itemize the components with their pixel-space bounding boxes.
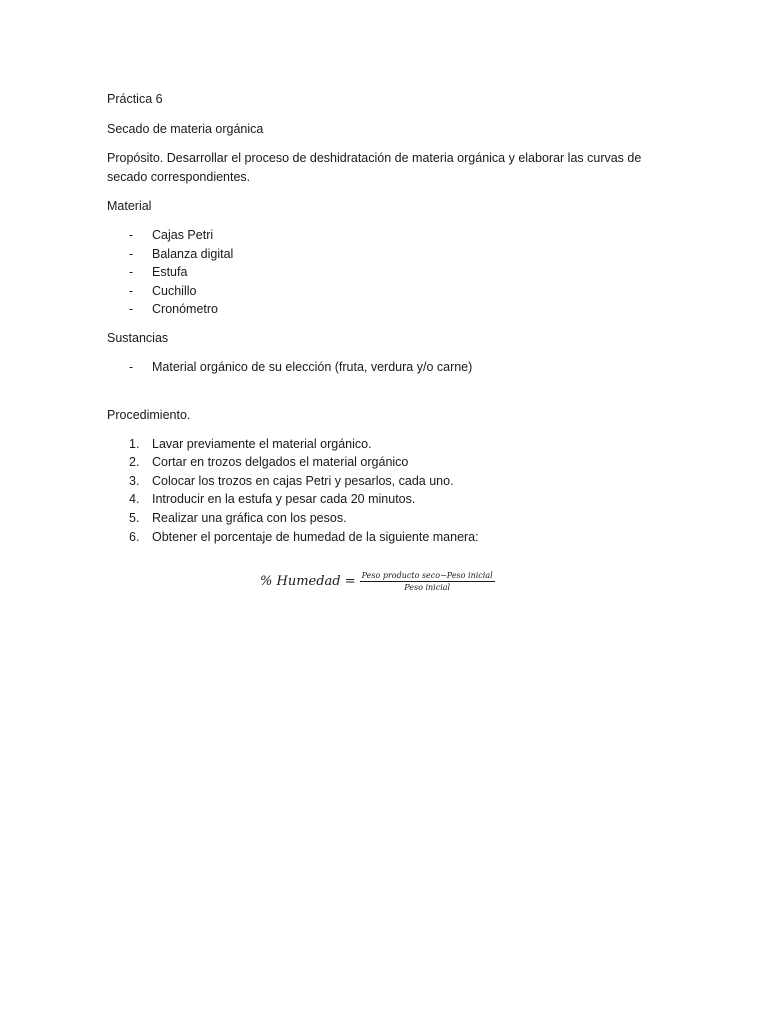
bullet-marker: - xyxy=(129,359,134,374)
list-item: 1. Lavar previamente el material orgánico. xyxy=(129,436,372,451)
list-item: 2. Cortar en trozos delgados el material orgánico xyxy=(129,455,409,470)
purpose-paragraph: Propósito. Desarrollar el proceso de deshidratación de materia orgánica y elaborar las curvas de secado correspondientes. xyxy=(107,151,642,184)
list-item: - Cuchillo xyxy=(107,282,667,301)
list-item: - Cajas Petri xyxy=(107,226,667,245)
bullet-marker: - xyxy=(129,246,134,261)
formula-numerator: Peso producto seco−Peso inicial xyxy=(361,571,493,580)
material-heading: Material xyxy=(107,199,152,213)
bullet-marker: - xyxy=(129,228,134,242)
list-item: 6. Obtener el porcentaje de humedad de la siguiente manera: xyxy=(129,529,479,544)
spacer xyxy=(107,387,667,406)
formula-fraction xyxy=(360,571,495,592)
material-list xyxy=(107,226,667,319)
list-item: 3. Colocar los trozos en cajas Petri y pesarlos, cada uno. xyxy=(129,473,454,488)
bullet-marker: - xyxy=(129,265,134,280)
practice-title: Práctica 6 xyxy=(107,92,163,106)
substances-heading: Sustancias xyxy=(107,330,169,345)
substances-list xyxy=(107,358,667,377)
bullet-marker: - xyxy=(129,302,134,317)
formula-denominator: Peso inicial xyxy=(404,583,451,592)
list-item: 5. Realizar una gráfica con los pesos. xyxy=(129,510,347,525)
procedure-list xyxy=(107,435,667,547)
procedure-heading: Procedimiento. xyxy=(107,407,191,422)
list-item: - Estufa xyxy=(107,263,667,282)
list-item: - Material orgánico de su elección (fruta, verdura y/o carne) xyxy=(107,358,667,377)
humidity-formula xyxy=(260,571,495,592)
list-item: 4. Introducir en la estufa y pesar cada 20 minutos. xyxy=(129,492,416,507)
list-item: - Balanza digital xyxy=(107,245,667,264)
bullet-marker: - xyxy=(129,283,134,298)
list-item: - Cronómetro xyxy=(107,300,667,319)
formula-lhs: % Humedad = xyxy=(260,574,356,589)
practice-subtitle: Secado de materia orgánica xyxy=(107,122,264,136)
document-page xyxy=(107,90,667,556)
